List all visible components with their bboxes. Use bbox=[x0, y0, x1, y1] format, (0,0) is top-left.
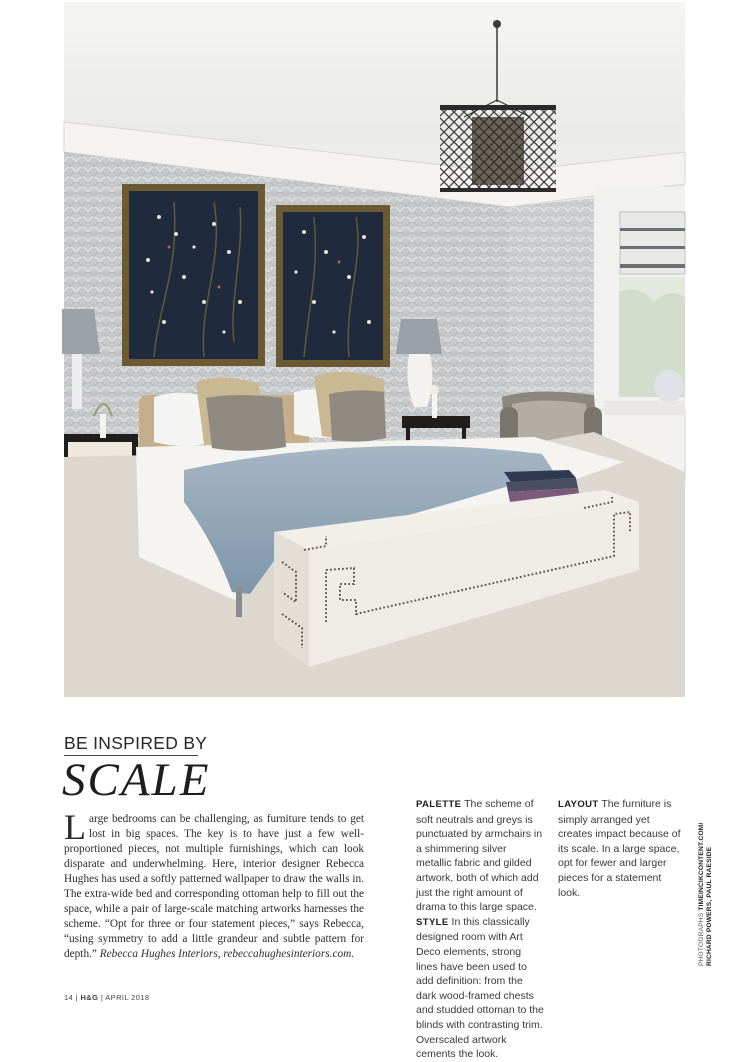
seat-cushion bbox=[604, 401, 685, 415]
tips-column-2 bbox=[558, 797, 686, 900]
style-label: STYLE bbox=[416, 916, 449, 928]
seat-pillow bbox=[654, 370, 684, 402]
page-number: 14 bbox=[64, 993, 74, 1002]
photo-credit-names: RICHARD POWERS, PAUL RAESIDE bbox=[706, 846, 714, 966]
bedroom-photo bbox=[64, 2, 685, 697]
drop-cap: L bbox=[64, 807, 86, 847]
tips-column-1 bbox=[416, 797, 544, 1062]
palette-tip bbox=[416, 797, 544, 915]
layout-label: LAYOUT bbox=[558, 799, 599, 810]
headline-kicker: BE INSPIRED BY bbox=[64, 733, 208, 753]
photo-credit bbox=[698, 822, 715, 966]
lead-paragraph bbox=[64, 807, 364, 962]
artwork-left bbox=[122, 184, 265, 366]
ceiling bbox=[64, 2, 685, 142]
magazine-brand: H&G bbox=[80, 993, 99, 1002]
palette-label: PALETTE bbox=[416, 799, 462, 810]
style-text: In this classically designed room with Art Deco elements, strong lines have been used to add definition: from the dark wood-framed chests and studded ottoman to the blinds with contrasting trim. Overscaled artwork cements the look. bbox=[416, 915, 544, 1061]
photo-credit-agency: TIMEINCIKCONTENT.COM/ bbox=[698, 822, 705, 911]
page-folio: 14 | H&G | APRIL 2018 bbox=[64, 993, 150, 1002]
headline-title: SCALE bbox=[62, 754, 211, 806]
issue-date: APRIL 2018 bbox=[105, 993, 150, 1002]
photo-credit-prefix: PHOTOGRAPHS bbox=[698, 912, 705, 966]
palette-text: The scheme of soft neutrals and greys is punctuated by armchairs in a shimmering silver metallic fabric and gilded artwork, both of which add just the right amount of drama to this large space. bbox=[416, 798, 543, 914]
layout-text: The furniture is simply arranged yet creates impact because of its scale. In a large space, opt for fewer and larger pieces for a statement look. bbox=[558, 798, 681, 899]
layout-tip bbox=[558, 797, 686, 900]
artwork-right bbox=[276, 205, 390, 367]
roman-blind bbox=[620, 212, 685, 274]
lead-text: arge bedrooms can be challenging, as furniture tends to get lost in big spaces. The key is to have just a few well-proportioned pieces, not multiple furnishings, which can look disparate and underwhelming. Here, interior designer Rebecca Hughes has used a softly patterned wallpaper to draw the walls in. The extra-wide bed and corresponding ottoman help to fill out the space, while a pair of large-scale matching artworks harnesses the scheme. “Opt for three or four statement pieces,” says Rebecca, “using symmetry to add a little grandeur and subtle pattern for depth.” bbox=[64, 813, 364, 960]
designer-credit: Rebecca Hughes Interiors, rebeccahughesinteriors.com. bbox=[99, 948, 355, 960]
style-tip bbox=[416, 915, 544, 1062]
bedroom-illustration bbox=[64, 2, 685, 697]
